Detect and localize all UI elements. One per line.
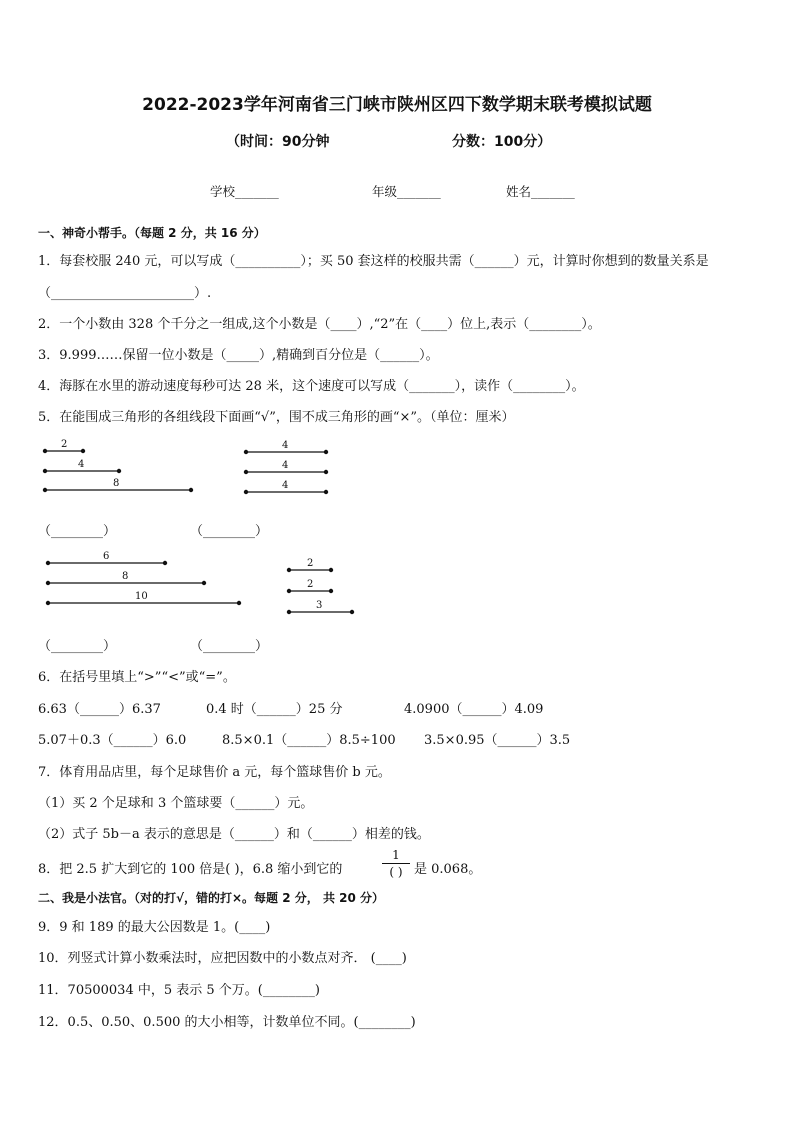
answer-blank-a[interactable]: （________） [38,524,117,539]
question-8-text: 8．把 2.5 扩大到它的 100 倍是( )，6.8 缩小到它的 [38,862,343,877]
section1-heading: 一、神奇小帮手。（每题 2 分，共 16 分） [38,226,266,240]
segment-d-3-label: 3 [316,600,323,611]
segment-c-2-label: 8 [122,571,129,582]
segment-a-2-label: 4 [78,459,85,470]
grade-field: 年级_______ [372,184,441,199]
question-6: 6．在括号里填上“>”“<”或“=”。 [38,670,236,685]
q6-item-2: 0.4 时（______）25 分 [206,702,343,717]
question-7-part2: （2）式子 5b－a 表示的意思是（______）和（______）相差的钱。 [38,827,430,842]
school-field: 学校_______ [210,184,279,199]
question-3: 3．9.999……保留一位小数是（_____）,精确到百分位是（______）。 [38,348,439,363]
name-field: 姓名_______ [506,184,575,199]
segment-c-3-label: 10 [135,591,148,602]
segment-group-c [46,551,240,605]
segment-a-1-label: 2 [61,439,68,450]
question-1-line2: （______________________）. [38,286,212,301]
question-4: 4．海豚在水里的游动速度每秒可达 28 米，这个速度可以写成（_______），读作（________）。 [38,379,585,394]
question-10: 10．列竖式计算小数乘法时，应把因数中的小数点对齐． (____) [38,951,407,966]
exam-score: 分数：100分） [452,134,552,150]
question-11: 11．70500034 中，5 表示 5 个万。(________) [38,983,320,998]
q6-item-4: 5.07＋0.3（______）6.0 [38,733,187,748]
segment-d-2-label: 2 [307,579,314,590]
question-5: 5．在能围成三角形的各组线段下面画“√”，围不成三角形的画“×”。（单位：厘米） [38,410,515,425]
segment-d-1-label: 2 [307,558,314,569]
question-7-part1: （1）买 2 个足球和 3 个篮球要（______）元。 [38,796,314,811]
question-2: 2．一个小数由 328 个千分之一组成,这个小数是（____）,“2”在（____）位上,表示（________）。 [38,317,601,332]
answer-blank-d[interactable]: （________） [190,639,269,654]
question-7: 7．体育用品店里，每个足球售价 a 元，每个篮球售价 b 元。 [38,765,391,780]
question-12: 12．0.5、0.50、0.500 的大小相等，计数单位不同。(________) [38,1015,416,1030]
segment-group-d [287,558,353,614]
answer-blank-b[interactable]: （________） [190,524,269,539]
q6-item-5: 8.5×0.1（______）8.5÷100 [222,733,396,748]
answer-blank-c[interactable]: （________） [38,639,117,654]
fraction-numerator: 1 [392,848,400,862]
segment-b-3-label: 4 [282,480,289,491]
segment-b-2-label: 4 [282,460,289,471]
section2-heading: 二、我是小法官。（对的打√，错的打×。每题 2 分， 共 20 分） [38,891,384,905]
question-1-line1: 1．每套校服 240 元，可以写成（__________）；买 50 套这样的校服共需（______）元，计算时你想到的数量关系是 [38,254,709,269]
fraction-1-over-blank [382,848,410,879]
question-9: 9．9 和 189 的最大公因数是 1。(____) [38,920,271,935]
fraction-bar [382,863,410,864]
q6-item-3: 4.0900（______）4.09 [404,702,544,717]
segment-group-a [43,439,192,492]
q6-item-6: 3.5×0.95（______）3.5 [424,733,571,748]
segment-a-3-label: 8 [113,478,120,489]
exam-time: （时间：90分钟 [226,134,330,150]
fraction-denominator[interactable]: ( ) [389,865,403,879]
page-title: 2022-2023学年河南省三门峡市陕州区四下数学期末联考模拟试题 [142,95,652,115]
segment-c-1-label: 6 [103,551,110,562]
segment-b-1-label: 4 [282,440,289,451]
segment-group-b [244,440,327,494]
q6-item-1: 6.63（______）6.37 [38,702,161,717]
question-8-tail: 是 0.068。 [414,862,482,877]
